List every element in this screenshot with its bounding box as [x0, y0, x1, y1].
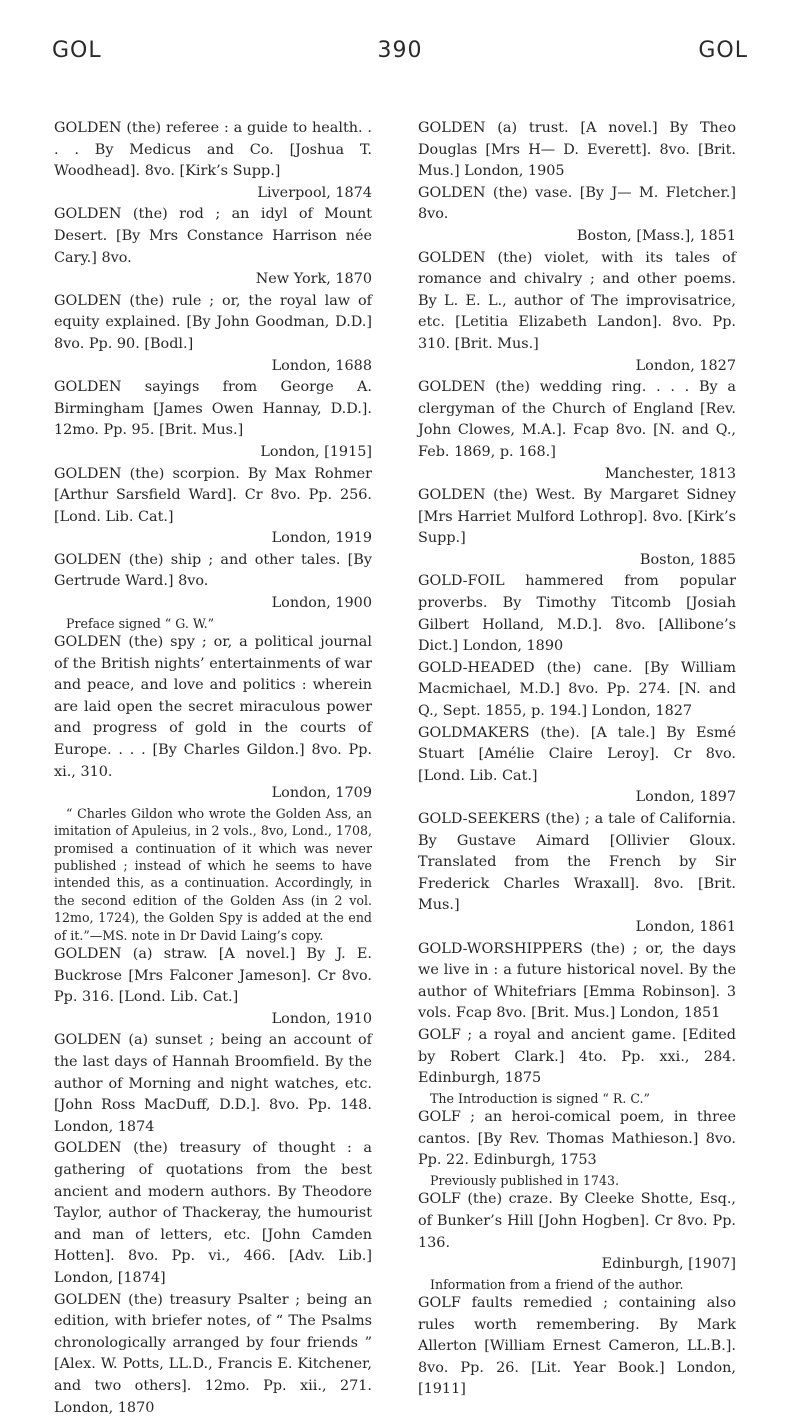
entry-imprint: Edinburgh, [1907]	[601, 1256, 736, 1273]
entry-text: GOLDEN (the) rule ; or, the royal law of equity explained. [By John Goodman, D.D.] 8vo. Pp. 90. [Bodl.]	[54, 292, 372, 352]
entry-imprint: London, 1900	[271, 595, 372, 612]
entry-text: GOLDEN (the) scorpion. By Max Rohmer [Arthur Sarsfield Ward]. Cr 8vo. Pp. 256. [Lond. Lib. Cat.]	[54, 465, 372, 525]
entry-text: GOLD-SEEKERS (the) ; a tale of California. By Gustave Aimard [Ollivier Gloux. Translated from the French by Sir Frederick Charles Wraxall]. 8vo. [Brit. Mus.]	[418, 811, 736, 914]
entry-imprint: New York, 1870	[255, 271, 372, 288]
entry-imprint: London, 1919	[271, 530, 372, 547]
entry-text: GOLD-WORSHIPPERS (the) ; or, the days we live in : a future historical novel. By the author of Whitefriars [Emma Robinson]. 3 vols. Fcap 8vo. [Brit. Mus.] London, 1851	[418, 940, 736, 1022]
bibliography-entry	[418, 723, 736, 809]
entry-note: Preface signed “ G. W.”	[66, 615, 215, 631]
entry-text: GOLDEN (the) spy ; or, a political journal of the British nights’ entertainments of war and peace, and love and politics : wherein are laid open the secret miraculous power and progress of gold in the courts of Europe. . . . [By Charles Gildon.] 8vo. Pp. xi., 310.	[54, 634, 372, 780]
entry-note: Previously published in 1743.	[430, 1172, 619, 1188]
page-number: 390	[377, 38, 423, 63]
bibliography-entry	[418, 118, 736, 183]
bibliography-entry	[418, 1293, 736, 1401]
entry-imprint: London, 1897	[635, 789, 736, 806]
bibliography-entry	[54, 464, 372, 550]
bibliography-entry	[54, 291, 372, 377]
entry-text: GOLDEN (the) ship ; and other tales. [By Gertrude Ward.] 8vo.	[54, 551, 372, 590]
entry-text: GOLF faults remedied ; containing also rules worth remembering. By Mark Allerton [William Ernest Cameron, LL.B.]. 8vo. Pp. 26. [Lit. Year Book.] London, [1911]	[418, 1295, 736, 1398]
entry-imprint: Liverpool, 1874	[257, 184, 372, 201]
bibliography-entry	[418, 939, 736, 1025]
entry-imprint: London, 1910	[271, 1010, 372, 1027]
entry-note: “ Charles Gildon who wrote the Golden Ass, an imitation of Apuleius, in 2 vols., 8vo, Lond., 1708, promised a continuation of it which was never published ; instead of which he seems to have intended this, as a continuation. Accordingly, in the second edition of the Golden Ass (in 2 vol. 12mo, 1724), the Golden Spy is added at the end of it.”—MS. note in Dr David Laing’s copy.	[54, 805, 372, 943]
bibliography-entry	[54, 1030, 372, 1138]
bibliography-entry	[54, 550, 372, 632]
entry-text: GOLF (the) craze. By Cleeke Shotte, Esq., of Bunker’s Hill [John Hogben]. Cr 8vo. Pp. 136.	[418, 1191, 736, 1251]
bibliography-entry	[418, 183, 736, 248]
entry-text: GOLD-FOIL hammered from popular proverbs. By Timothy Titcomb [Josiah Gilbert Holland, M.D.]. 8vo. [Allibone’s Dict.] London, 1890	[418, 573, 736, 655]
entry-imprint: London, [1915]	[260, 443, 372, 460]
entry-text: GOLDEN (the) treasury Psalter ; being an edition, with briefer notes, of “ The Psalms chronologically arranged by four friends ” [Alex. W. Potts, LL.D., Francis E. Kitchener, and two others]. 12mo. Pp. xii., 271. London, 1870	[54, 1291, 372, 1416]
entry-text: GOLF ; a royal and ancient game. [Edited by Robert Clark.] 4to. Pp. xxi., 284. Edinburgh, 1875	[418, 1026, 736, 1087]
left-column	[54, 118, 372, 1419]
entry-imprint: London, 1827	[635, 357, 736, 374]
header-right-guide: GOL	[698, 38, 748, 63]
entry-imprint: London, 1688	[271, 357, 372, 374]
header-left-guide: GOL	[52, 38, 102, 63]
bibliography-entry	[418, 658, 736, 723]
entry-imprint: Boston, 1885	[639, 551, 736, 568]
entry-text: GOLDEN (the) rod ; an idyl of Mount Desert. [By Mrs Constance Harrison née Cary.] 8vo.	[54, 206, 372, 266]
bibliography-entry	[418, 809, 736, 939]
entry-text: GOLD-HEADED (the) cane. [By William Macmichael, M.D.] 8vo. Pp. 274. [N. and Q., Sept. 1855, p. 194.] London, 1827	[418, 659, 736, 720]
bibliography-entry	[54, 944, 372, 1030]
bibliography-entry	[418, 377, 736, 485]
bibliography-entry	[418, 485, 736, 571]
entry-imprint: London, 1861	[635, 918, 736, 935]
right-column	[418, 118, 736, 1401]
bibliography-entry	[54, 204, 372, 290]
bibliography-entry	[418, 1025, 736, 1107]
entry-text: GOLF ; an heroi-comical poem, in three cantos. [By Rev. Thomas Mathieson.] 8vo. Pp. 22. Edinburgh, 1753	[418, 1109, 736, 1169]
entry-text: GOLDEN (the) treasury of thought : a gathering of quotations from the best ancient and modern authors. By Theodore Taylor, author of Thackeray, the humourist and man of letters, etc. [John Camden Hotten]. 8vo. Pp. vi., 466. [Adv. Lib.] London, [1874]	[54, 1140, 372, 1286]
entry-text: GOLDEN (a) trust. [A novel.] By Theo Douglas [Mrs H— D. Everett]. 8vo. [Brit. Mus.] London, 1905	[418, 120, 736, 180]
entry-note: Information from a friend of the author.	[430, 1276, 684, 1292]
bibliography-entry	[418, 571, 736, 657]
running-header	[52, 38, 748, 68]
entry-imprint: Boston, [Mass.], 1851	[576, 227, 736, 244]
entry-text: GOLDMAKERS (the). [A tale.] By Esmé Stuart [Amélie Claire Leroy]. Cr 8vo. [Lond. Lib. Cat.]	[418, 724, 736, 784]
entry-text: GOLDEN (the) referee : a guide to health. . . . By Medicus and Co. [Joshua T. Woodhead]. 8vo. [Kirk’s Supp.]	[54, 120, 372, 180]
bibliography-entry	[418, 248, 736, 378]
entry-text: GOLDEN (the) West. By Margaret Sidney [Mrs Harriet Mulford Lothrop]. 8vo. [Kirk’s Supp.]	[418, 487, 736, 547]
bibliography-entry	[54, 1290, 372, 1419]
entry-text: GOLDEN sayings from George A. Birmingham [James Owen Hannay, D.D.]. 12mo. Pp. 95. [Brit. Mus.]	[54, 379, 372, 439]
bibliography-entry	[54, 1138, 372, 1289]
bibliography-entry	[418, 1107, 736, 1189]
entry-note: The Introduction is signed “ R. C.”	[430, 1090, 650, 1106]
entry-text: GOLDEN (the) wedding ring. . . . By a clergyman of the Church of England [Rev. John Clowes, M.A.]. Fcap 8vo. [N. and Q., Feb. 1869, p. 168.]	[418, 379, 736, 460]
bibliography-entry	[418, 1189, 736, 1293]
entry-text: GOLDEN (the) violet, with its tales of romance and chivalry ; and other poems. By L. E. L., author of The improvisatrice, etc. [Letitia Elizabeth Landon]. 8vo. Pp. 310. [Brit. Mus.]	[418, 249, 736, 352]
bibliography-entry	[54, 377, 372, 463]
entry-text: GOLDEN (a) sunset ; being an account of the last days of Hannah Broomfield. By the author of Morning and night watches, etc. [John Ross MacDuff, D.D.]. 8vo. Pp. 148. London, 1874	[54, 1032, 372, 1135]
entry-imprint: London, 1709	[271, 785, 372, 802]
entry-text: GOLDEN (the) vase. [By J— M. Fletcher.] 8vo.	[418, 184, 736, 223]
entry-imprint: Manchester, 1813	[604, 465, 736, 482]
bibliography-entry	[54, 632, 372, 944]
bibliography-entry	[54, 118, 372, 204]
entry-text: GOLDEN (a) straw. [A novel.] By J. E. Buckrose [Mrs Falconer Jameson]. Cr 8vo. Pp. 316. [Lond. Lib. Cat.]	[54, 946, 372, 1006]
